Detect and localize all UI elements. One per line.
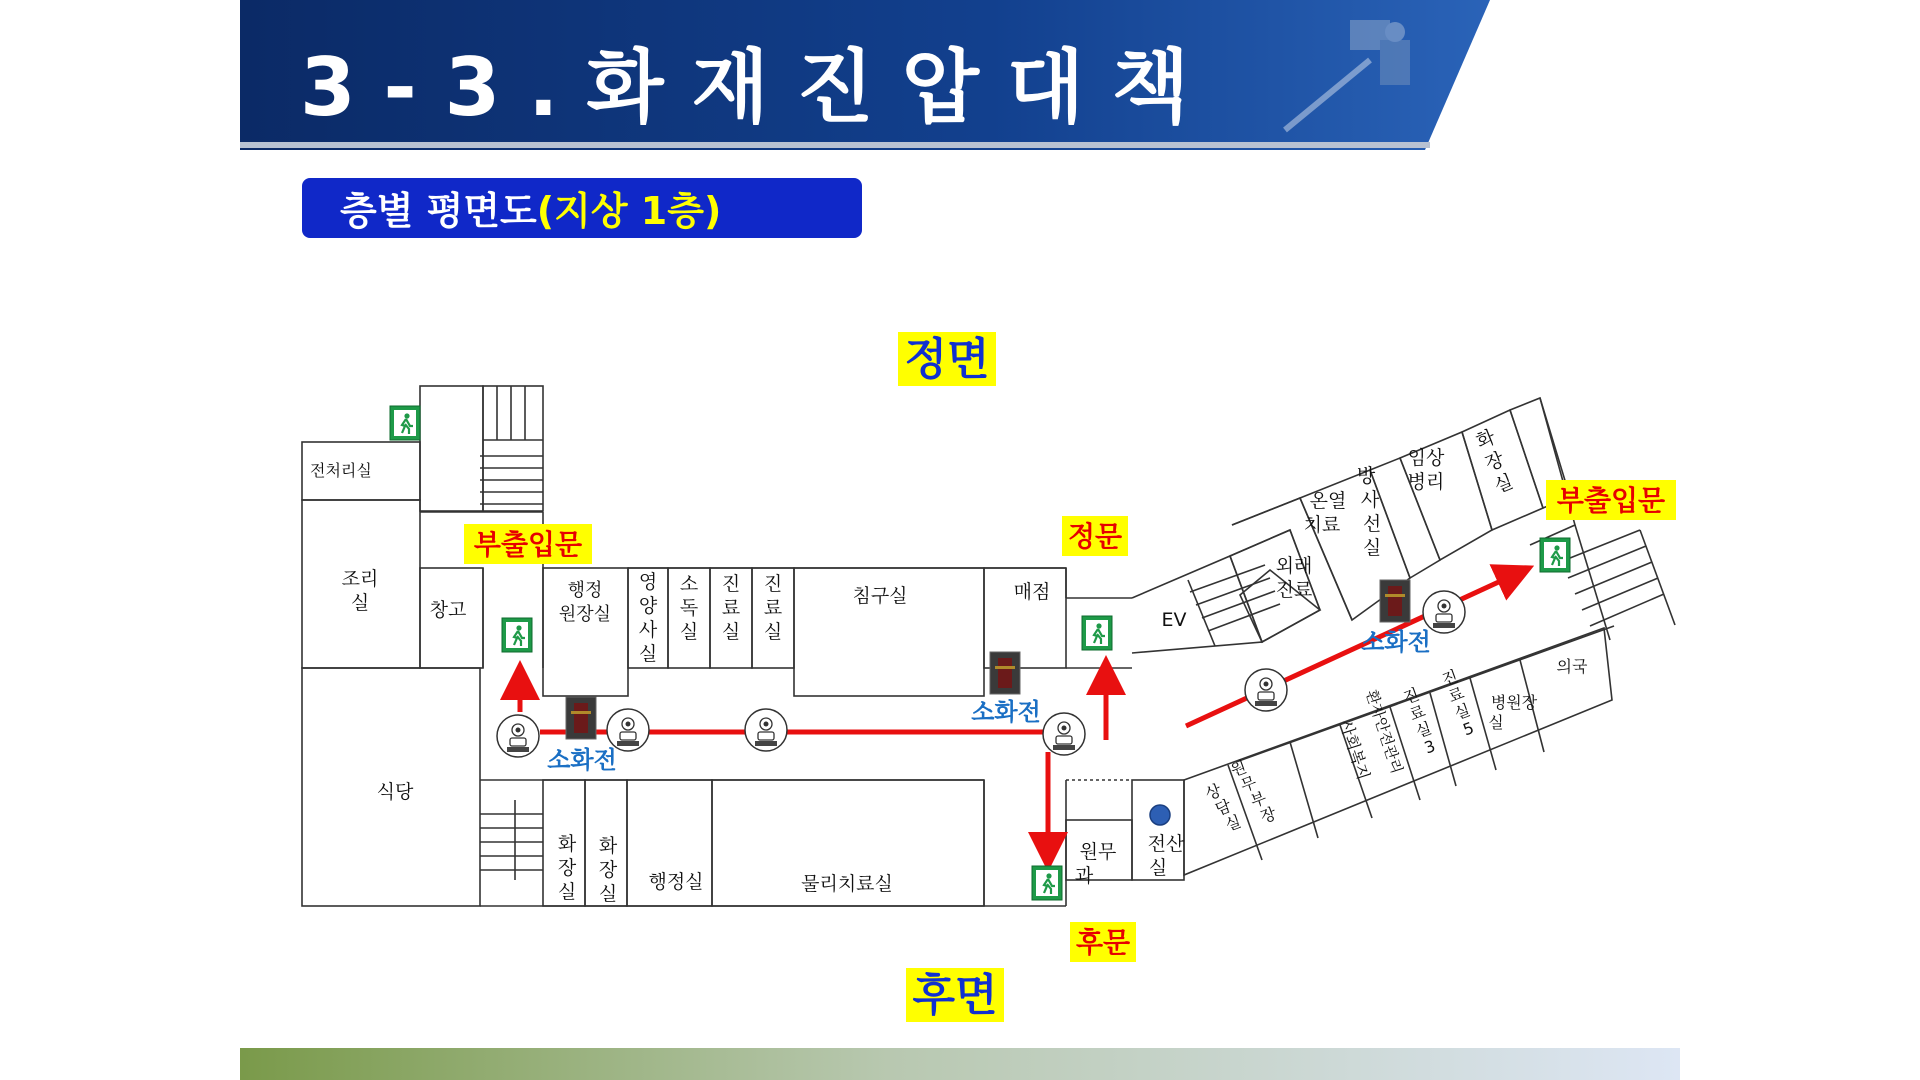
room-patient-safety: 환자안전관리 [1362, 687, 1407, 776]
room-store: 매점 [1013, 581, 1051, 603]
extinguisher-icon [566, 697, 596, 739]
stairs-icon [480, 800, 543, 880]
front-direction [898, 332, 996, 386]
back-direction [906, 968, 1004, 1022]
hydrant-label: 소화전 [971, 698, 1041, 726]
room-labels [310, 426, 1588, 905]
room-counsel: 상담실 [1202, 780, 1244, 835]
room-records: 원무 과 [1074, 841, 1117, 887]
side-entrance-left: 부출입문 [473, 528, 583, 561]
room-dining: 식당 [376, 781, 414, 803]
exit-sign-icon [502, 618, 532, 652]
room-kitchen: 조리 실 [341, 568, 379, 614]
svg-text:정면: 정면 [904, 334, 990, 385]
hydrant-icon [607, 709, 649, 751]
room-restroom-3: 화장실 [1473, 425, 1517, 498]
extinguisher-icon [1380, 580, 1410, 622]
room-acupuncture: 침구실 [852, 585, 908, 607]
hydrant-icon [1423, 591, 1465, 633]
subtitle-box [302, 178, 862, 238]
stairs-icon [1188, 565, 1280, 646]
exit-sign-icon [1032, 866, 1062, 900]
svg-text:층별 평면도(지상 1층) [340, 189, 721, 233]
room-records-chief: 원무부장 [1228, 756, 1279, 827]
room-restroom-2: 화 장 실 [598, 835, 618, 905]
side-entrance-right: 부출입문 [1556, 484, 1666, 517]
computer-dot-icon [1150, 805, 1170, 825]
room-physio: 물리치료실 [801, 873, 893, 895]
main-entrance: 정문 [1067, 520, 1123, 553]
page-title: 3 - 3 . 화 재 진 압 대 책 [300, 41, 1190, 134]
room-exam-2: 진 료 실 [763, 573, 783, 643]
subtitle-text: 층별 평면도 [340, 189, 537, 233]
footer-band [240, 1048, 1680, 1080]
stairs-icon [1560, 525, 1675, 640]
extinguisher-icon [990, 652, 1020, 694]
room-social-welfare: 사회복지 [1336, 717, 1374, 783]
exit-sign-icon [1540, 538, 1570, 572]
room-nutrition: 영 양 사 실 [638, 571, 658, 665]
hydrant-labels [547, 628, 1431, 774]
svg-text:후면: 후면 [912, 970, 998, 1021]
room-pathology: 임상 병리 [1407, 447, 1445, 493]
room-pharmacy: 의국 [1556, 657, 1588, 676]
hydrant-label: 소화전 [547, 746, 617, 774]
room-computer: 전산 실 [1147, 833, 1185, 879]
exit-sign-icon [390, 406, 420, 440]
hydrant-label: 소화전 [1361, 628, 1431, 656]
hydrant-icon [745, 709, 787, 751]
subtitle-floor: (지상 1층) [536, 189, 722, 233]
room-hospital-director: 병원장 실 [1488, 693, 1538, 732]
room-admin: 행정실 [648, 871, 704, 893]
room-ev: EV [1161, 609, 1187, 631]
room-radiology: 방 사 선 실 [1356, 465, 1382, 559]
room-outpatient: 외래 진료 [1275, 555, 1313, 601]
room-exam-5: 진료실5 [1439, 666, 1477, 740]
room-thermo: 온열 치료 [1303, 490, 1347, 536]
exit-sign-icon [1082, 616, 1112, 650]
room-restroom-1: 화 장 실 [557, 833, 577, 903]
room-storage: 창고 [429, 599, 467, 621]
stairs-icon [480, 456, 543, 504]
hydrant-icon [497, 715, 539, 757]
rear-entrance: 후문 [1075, 926, 1131, 959]
room-disinfection: 소 독 실 [679, 573, 699, 643]
hydrant-icon [1043, 713, 1085, 755]
room-pretreatment: 전처리실 [310, 461, 372, 480]
hydrant-icon [1245, 669, 1287, 711]
room-director: 행정 원장실 [558, 580, 612, 625]
room-exam-3: 진료실3 [1400, 684, 1438, 758]
room-exam-1: 진 료 실 [721, 573, 741, 643]
